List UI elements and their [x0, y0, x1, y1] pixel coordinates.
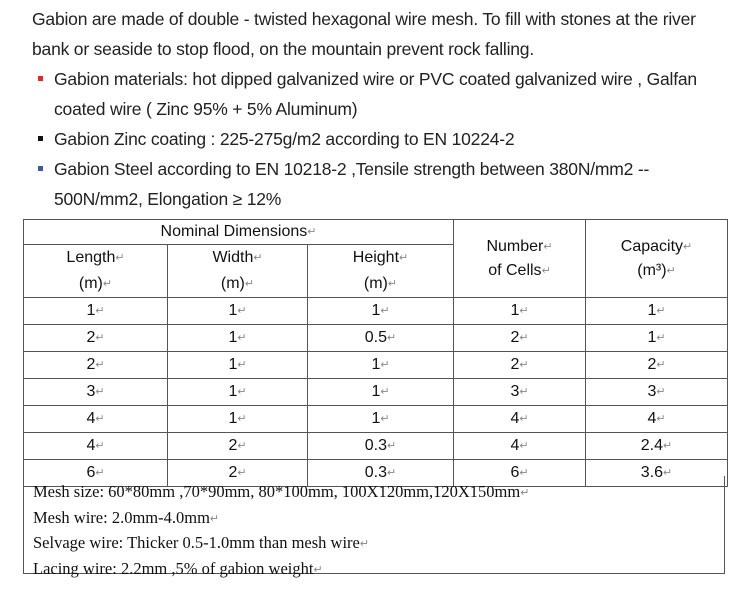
wire-notes — [23, 476, 725, 578]
note-line-mesh-wire: Mesh wire: 2.0mm-4.0mm↵ — [33, 507, 220, 527]
table-cell: 2↵ — [454, 352, 586, 379]
table-row — [24, 352, 728, 379]
table-cell: 6↵ — [454, 460, 586, 487]
table-cell: 2.4↵ — [586, 433, 728, 460]
table-cell: 2↵ — [586, 352, 728, 379]
table-row — [24, 298, 728, 325]
bullet-text: Gabion Steel according to EN 10218-2 ,Tensile strength between 380N/mm2 -- 500N/mm2, Elongation ≥ 12% — [54, 159, 650, 209]
bullet-text: Gabion materials: hot dipped galvanized wire or PVC coated galvanized wire , Galfan coated wire ( Zinc 95% + 5% Aluminum) — [54, 69, 697, 119]
note-line-selvage-wire: Selvage wire: Thicker 0.5-1.0mm than mesh wire↵ — [33, 533, 370, 552]
length-header: Length↵ (m)↵ — [24, 245, 168, 298]
number-of-cells-header: Number↵ of Cells↵ — [454, 220, 586, 298]
table-body — [24, 298, 728, 487]
table-cell: 4↵ — [24, 406, 168, 433]
intro-paragraph: Gabion are made of double - twisted hexagonal wire mesh. To fill with stones at the river bank or seaside to stop flood, on the mountain prevent rock falling. — [32, 9, 696, 59]
table-cell: 4↵ — [454, 406, 586, 433]
table-cell: 4↵ — [586, 406, 728, 433]
table-cell: 1↵ — [24, 298, 168, 325]
spec-bullet-list — [32, 64, 732, 214]
table-cell: 3↵ — [24, 379, 168, 406]
table-cell: 1↵ — [586, 298, 728, 325]
table-cell: 2↵ — [24, 325, 168, 352]
bullet-marker-icon — [38, 166, 43, 171]
table-cell: 1↵ — [308, 379, 454, 406]
bullet-item-zinc-coating — [32, 124, 732, 154]
table-cell: 2↵ — [168, 433, 308, 460]
nominal-dimensions-header: Nominal Dimensions↵ — [24, 220, 454, 245]
table-cell: 1↵ — [168, 406, 308, 433]
bullet-text: Gabion Zinc coating : 225-275g/m2 according to EN 10224-2 — [54, 129, 515, 149]
table-cell: 1↵ — [308, 298, 454, 325]
table-row — [24, 406, 728, 433]
gabion-dimensions-table — [23, 219, 728, 487]
table-cell: 1↵ — [168, 352, 308, 379]
table-cell: 6↵ — [24, 460, 168, 487]
table-cell: 3.6↵ — [586, 460, 728, 487]
bullet-item-materials — [32, 64, 732, 124]
table-cell: 0.3↵ — [308, 460, 454, 487]
table-group-header-row — [24, 220, 728, 245]
intro-section — [32, 4, 732, 214]
height-header: Height↵ (m)↵ — [308, 245, 454, 298]
table-cell: 0.5↵ — [308, 325, 454, 352]
bullet-item-steel — [32, 154, 732, 214]
table-cell: 2↵ — [454, 325, 586, 352]
table-cell: 3↵ — [586, 379, 728, 406]
table-cell: 1↵ — [168, 298, 308, 325]
table-cell: 2↵ — [24, 352, 168, 379]
table-cell: 1↵ — [168, 325, 308, 352]
note-line-mesh-size: Mesh size: 60*80mm ,70*90mm, 80*100mm, 100X120mm,120X150mm↵ — [33, 482, 530, 501]
bullet-marker-icon — [38, 76, 43, 81]
table-cell: 1↵ — [168, 379, 308, 406]
width-header: Width↵ (m)↵ — [168, 245, 308, 298]
table-cell: 3↵ — [454, 379, 586, 406]
bullet-marker-icon — [38, 136, 43, 141]
table-row — [24, 379, 728, 406]
capacity-header: Capacity↵ (m³)↵ — [586, 220, 728, 298]
note-line-lacing-wire: Lacing wire: 2.2mm ,5% of gabion weight↵ — [33, 558, 323, 578]
table-row — [24, 433, 728, 460]
table-cell: 1↵ — [454, 298, 586, 325]
table-cell: 4↵ — [24, 433, 168, 460]
table-cell: 2↵ — [168, 460, 308, 487]
table-cell: 1↵ — [308, 352, 454, 379]
table-cell: 4↵ — [454, 433, 586, 460]
table-cell: 1↵ — [586, 325, 728, 352]
table-cell: 0.3↵ — [308, 433, 454, 460]
table-row — [24, 325, 728, 352]
table-cell: 1↵ — [308, 406, 454, 433]
